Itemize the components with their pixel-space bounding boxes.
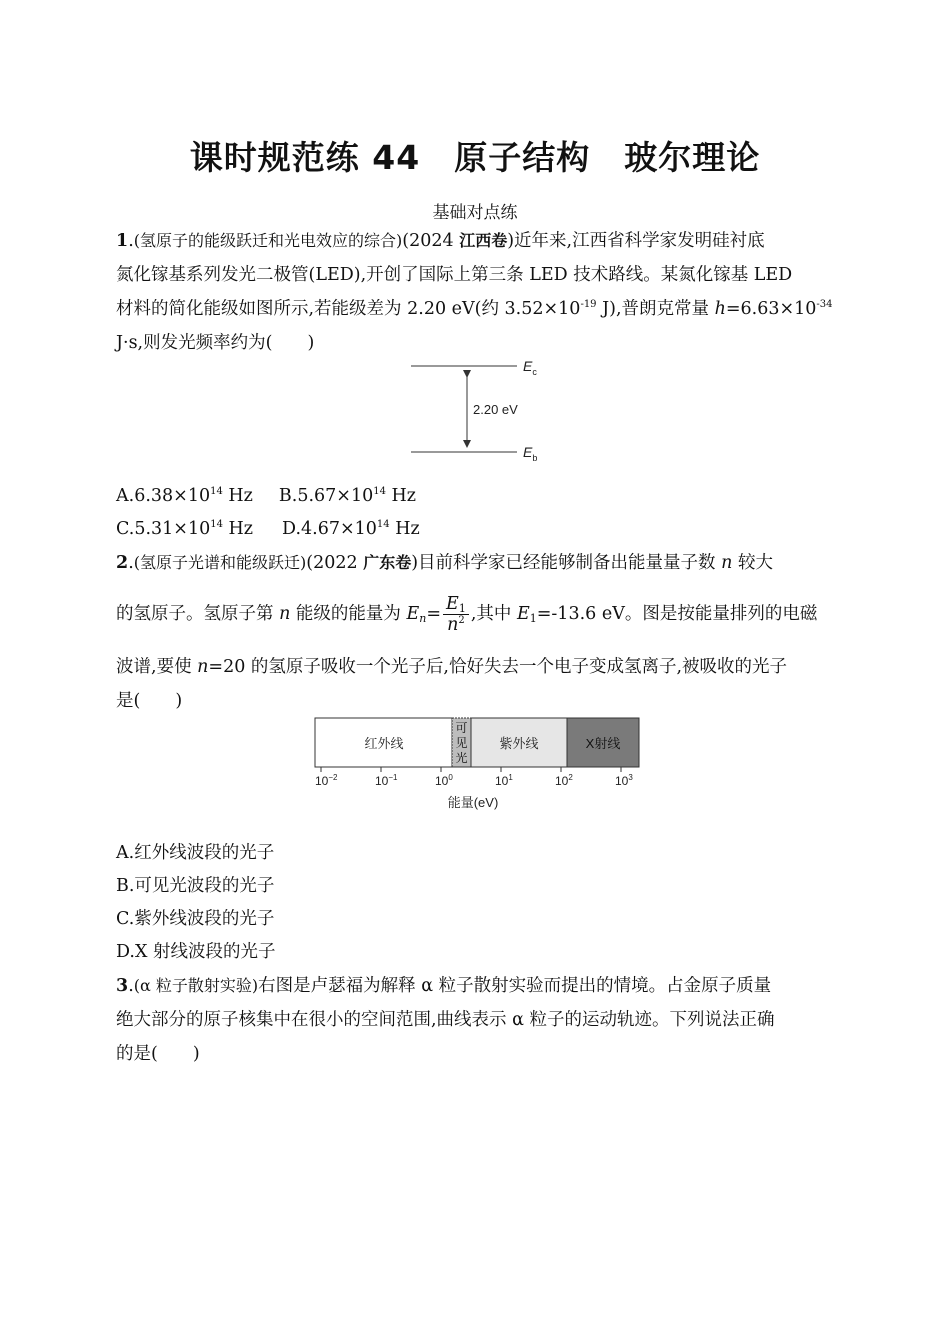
q1-line-2: 氮化镓基系列发光二极管(LED),开创了国际上第三条 LED 技术路线。某氮化镓基 LED bbox=[116, 265, 793, 285]
q1-option-a[interactable]: $A.6.38\times 10^{14}$ Hz bbox=[116, 486, 253, 506]
axis-tick-label: $10^{-2}$ bbox=[315, 773, 338, 788]
axis-tick-label: $10^{-1}$ bbox=[375, 773, 398, 788]
q1-number: 1 bbox=[116, 231, 129, 251]
label-xray: X射线 bbox=[585, 736, 621, 751]
q2-line-4: 是( ) bbox=[116, 691, 183, 711]
gap-label: 2.20 eV bbox=[473, 402, 518, 417]
axis-label: 能量(eV) bbox=[447, 795, 499, 810]
q2-option-d[interactable]: D.X 射线波段的光子 bbox=[116, 942, 276, 962]
q2-source: 广东卷 bbox=[363, 553, 412, 572]
q3-number: 3 bbox=[116, 976, 129, 996]
axis-tick-label: $10^0$ bbox=[435, 773, 453, 788]
q3-line-2: 绝大部分的原子核集中在很小的空间范围,曲线表示 α 粒子的运动轨迹。下列说法正确 bbox=[116, 1010, 775, 1030]
label-eb: E bbox=[523, 444, 533, 460]
q1-line-3: 材料的简化能级如图所示,若能级差为 2.20 eV(约 $3.52\times 10^{-19}$ J),普朗克常量 $h=6.63\times 10^{-34}$ bbox=[116, 299, 833, 319]
q2-line-3: 波谱,要使 n=20 的氢原子吸收一个光子后,恰好失去一个电子变成氢离子,被吸收的光子 bbox=[116, 657, 788, 677]
q2-number: 2 bbox=[116, 553, 129, 573]
q1-options-row-2 bbox=[116, 517, 420, 541]
q2-option-c[interactable]: C.紫外线波段的光子 bbox=[116, 909, 275, 929]
q3-line-3: 的是( ) bbox=[116, 1044, 200, 1064]
q2-topic-tag: (氢原子光谱和能级跃迁) bbox=[133, 553, 307, 572]
q2-line-2: 的氢原子。氢原子第 n 能级的能量为 $E_n=$ $\frac{E_1}{n^2}$ ,其中 $E_1=-13.6$ eV。图是按能量排列的电磁 bbox=[116, 594, 818, 635]
label-ultraviolet: 紫外线 bbox=[499, 736, 539, 751]
label-visible-1: 可 bbox=[455, 721, 468, 735]
page-title: 课时规范练 44 原子结构 玻尔理论 bbox=[189, 138, 761, 177]
svg-text:Ec: $E_c$ bbox=[523, 358, 537, 377]
label-infrared: 红外线 bbox=[364, 736, 404, 751]
label-ec: E bbox=[523, 358, 533, 374]
axis-tick-label: $10^1$ bbox=[495, 773, 513, 788]
axis-ticks bbox=[315, 767, 633, 788]
q1-topic-tag: (氢原子的能级跃迁和光电效应的综合) bbox=[133, 231, 403, 250]
q2-option-b[interactable]: B.可见光波段的光子 bbox=[116, 876, 275, 896]
em-spectrum-chart bbox=[305, 715, 650, 815]
q1-source: 江西卷 bbox=[459, 231, 508, 250]
energy-level-diagram bbox=[405, 356, 555, 464]
energy-formula-fraction: $\frac{E_1}{n^2}$ bbox=[443, 594, 469, 635]
section-heading: 基础对点练 bbox=[432, 203, 518, 223]
svg-text:Eb: $E_b$ bbox=[523, 444, 538, 463]
q3-line-1: 3.(α 粒子散射实验)右图是卢瑟福为解释 α 粒子散射实验而提出的情境。占金原子质量 bbox=[116, 976, 772, 996]
q1-option-d[interactable]: $D.4.67\times 10^{14}$ Hz bbox=[282, 519, 420, 539]
q1-options-row-1 bbox=[116, 484, 416, 508]
q2-line-1: 2.(氢原子光谱和能级跃迁)(2022 广东卷)目前科学家已经能够制备出能量量子数 n 较大 bbox=[116, 553, 773, 573]
q1-option-c[interactable]: $C.5.31\times 10^{14}$ Hz bbox=[116, 519, 254, 539]
label-visible-2: 见 bbox=[455, 736, 468, 750]
axis-tick-label: $10^3$ bbox=[615, 773, 633, 788]
q2-option-a[interactable]: A.红外线波段的光子 bbox=[116, 843, 275, 863]
axis-tick-label: $10^2$ bbox=[555, 773, 573, 788]
q3-topic-tag: (α 粒子散射实验) bbox=[133, 976, 259, 995]
q1-option-b[interactable]: $B.5.67\times 10^{14}$ Hz bbox=[278, 486, 417, 506]
q1-line-4: J·s,则发光频率约为( ) bbox=[116, 333, 315, 353]
q1-line-1: 1.(氢原子的能级跃迁和光电效应的综合)(2024 江西卷)近年来,江西省科学家发明硅衬底 bbox=[116, 231, 765, 251]
label-visible-3: 光 bbox=[455, 751, 468, 765]
